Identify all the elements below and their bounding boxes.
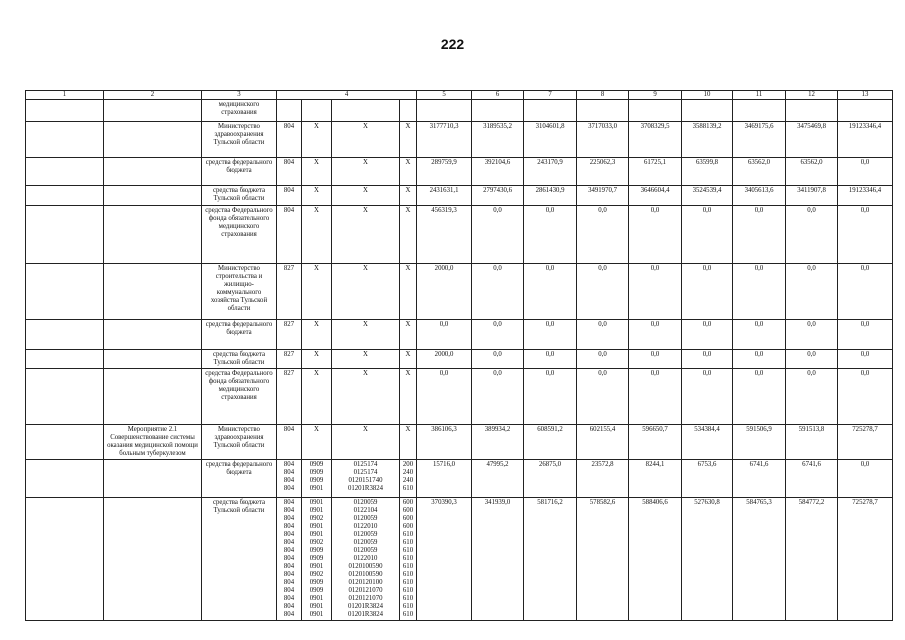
cell-value: 0,0 [524,369,577,425]
cell-value: 3411907,8 [786,186,838,206]
cell-value: 0,0 [838,206,893,264]
header-cell: 2 [104,91,202,100]
cell-value: 26875,0 [524,460,577,498]
cell-code-k3: Х [332,369,400,425]
cell-value: 0,0 [838,158,893,186]
cell-value: 0,0 [629,264,682,320]
cell-code-k2: Х [302,158,332,186]
cell-value: 608591,2 [524,425,577,460]
cell-value: 2000,0 [417,350,472,369]
cell-code-k2: Х [302,264,332,320]
cell-code-k4: Х [400,369,417,425]
cell-value [524,100,577,122]
cell-executor: средства федерального бюджета [202,158,277,186]
cell-value: 0,0 [733,320,786,350]
cell-value: 0,0 [472,350,524,369]
cell-measure [104,186,202,206]
cell-value: 19123346,4 [838,186,893,206]
cell-value: 3646604,4 [629,186,682,206]
cell-value [629,100,682,122]
cell-value: 0,0 [682,320,733,350]
table-header-row [26,91,893,100]
cell-value: 0,0 [629,369,682,425]
cell-value: 3524539,4 [682,186,733,206]
cell-code-k1: 804 [277,158,302,186]
cell-code-k2: Х [302,320,332,350]
cell-value: 6741,6 [786,460,838,498]
cell-code-k2: Х [302,425,332,460]
cell-measure [104,320,202,350]
table-row [26,460,893,498]
cell-value: 0,0 [472,320,524,350]
cell-value: 0,0 [838,460,893,498]
cell-value: 3588139,2 [682,122,733,158]
table-row [26,186,893,206]
cell-value: 243170,9 [524,158,577,186]
cell-value: 0,0 [524,264,577,320]
header-cell: 5 [417,91,472,100]
cell-value: 588406,6 [629,498,682,621]
table-row [26,425,893,460]
header-cell: 10 [682,91,733,100]
cell-code-k3: Х [332,186,400,206]
cell-code-k2 [302,100,332,122]
cell-measure [104,498,202,621]
cell-value: 2000,0 [417,264,472,320]
cell-value: 19123346,4 [838,122,893,158]
cell-value: 6753,6 [682,460,733,498]
cell-value: 0,0 [472,264,524,320]
cell-col1 [26,186,104,206]
cell-code-k1: 804 804 804 804 804 804 804 804 804 804 804 804 804 804 804 [277,498,302,621]
cell-col1 [26,100,104,122]
cell-executor: медицинского страхования [202,100,277,122]
cell-code-k3: Х [332,264,400,320]
cell-code-k1: 827 [277,320,302,350]
cell-value: 0,0 [786,206,838,264]
cell-col1 [26,206,104,264]
cell-measure [104,350,202,369]
cell-col1 [26,460,104,498]
cell-value: 3475469,8 [786,122,838,158]
header-cell: 12 [786,91,838,100]
cell-col1 [26,158,104,186]
cell-value: 0,0 [682,206,733,264]
cell-measure [104,206,202,264]
cell-value [733,100,786,122]
cell-value: 386106,3 [417,425,472,460]
cell-value: 3491970,7 [577,186,629,206]
cell-code-k1 [277,100,302,122]
cell-value: 6741,6 [733,460,786,498]
cell-code-k2: Х [302,369,332,425]
cell-code-k4: Х [400,264,417,320]
cell-value: 584765,3 [733,498,786,621]
cell-col1 [26,122,104,158]
cell-code-k3: Х [332,350,400,369]
cell-measure [104,460,202,498]
table-row [26,122,893,158]
cell-executor: Министерство строительства и жилищно-коммунального хозяйства Тульской области [202,264,277,320]
cell-value: 0,0 [838,350,893,369]
cell-value: 0,0 [577,264,629,320]
cell-col1 [26,498,104,621]
cell-code-k4: Х [400,122,417,158]
cell-measure [104,158,202,186]
header-cell: 8 [577,91,629,100]
cell-value: 0,0 [524,350,577,369]
cell-value: 63599,8 [682,158,733,186]
cell-code-k4: 200 240 240 610 [400,460,417,498]
cell-value: 289759,9 [417,158,472,186]
cell-value: 0,0 [577,369,629,425]
cell-code-k3: 0125174 0125174 0120151740 01201R3824 [332,460,400,498]
cell-value: 0,0 [472,369,524,425]
cell-value: 0,0 [838,320,893,350]
cell-value: 0,0 [577,320,629,350]
cell-value: 63562,0 [786,158,838,186]
cell-code-k3: Х [332,158,400,186]
cell-executor: средства Федерального фонда обязательного медицинского страхования [202,369,277,425]
cell-value: 389934,2 [472,425,524,460]
page-number: 222 [440,36,465,52]
cell-value: 3189535,2 [472,122,524,158]
cell-value [786,100,838,122]
cell-value: 0,0 [786,350,838,369]
cell-value: 15716,0 [417,460,472,498]
cell-code-k1: 804 [277,425,302,460]
cell-value: 3708329,5 [629,122,682,158]
cell-value: 0,0 [786,369,838,425]
cell-value: 61725,1 [629,158,682,186]
cell-measure [104,122,202,158]
cell-value: 3717033,0 [577,122,629,158]
cell-code-k4: Х [400,320,417,350]
cell-value: 591513,8 [786,425,838,460]
table-row [26,350,893,369]
cell-executor: средства бюджета Тульской области [202,498,277,621]
cell-code-k4: Х [400,206,417,264]
table-row [26,264,893,320]
cell-value: 3177710,3 [417,122,472,158]
header-cell: 13 [838,91,893,100]
cell-code-k2: Х [302,350,332,369]
cell-executor: средства бюджета Тульской области [202,186,277,206]
cell-executor: Министерство здравоохранения Тульской области [202,425,277,460]
cell-code-k4 [400,100,417,122]
cell-value: 0,0 [577,350,629,369]
cell-value: 3405613,6 [733,186,786,206]
cell-value: 370390,3 [417,498,472,621]
cell-code-k1: 804 [277,186,302,206]
cell-value: 2861430,9 [524,186,577,206]
table-row [26,206,893,264]
cell-col1 [26,320,104,350]
cell-value: 3469175,6 [733,122,786,158]
cell-value: 0,0 [733,206,786,264]
cell-code-k2: Х [302,122,332,158]
table-row [26,320,893,350]
cell-value: 0,0 [733,264,786,320]
cell-value: 47995,2 [472,460,524,498]
cell-value: 0,0 [682,264,733,320]
cell-value: 0,0 [472,206,524,264]
cell-value: 0,0 [786,264,838,320]
cell-col1 [26,425,104,460]
cell-value: 0,0 [682,369,733,425]
cell-value: 527630,8 [682,498,733,621]
cell-col1 [26,369,104,425]
cell-value: 0,0 [786,320,838,350]
cell-value [577,100,629,122]
table-row [26,158,893,186]
cell-code-k4: 600 600 600 600 610 610 610 610 610 610 610 610 610 610 610 [400,498,417,621]
cell-col1 [26,350,104,369]
cell-executor: средства федерального бюджета [202,320,277,350]
cell-code-k2: Х [302,186,332,206]
cell-code-k3: Х [332,425,400,460]
cell-measure [104,369,202,425]
cell-value: 225062,3 [577,158,629,186]
cell-executor: средства бюджета Тульской области [202,350,277,369]
cell-value: 392104,6 [472,158,524,186]
cell-executor: Министерство здравоохранения Тульской области [202,122,277,158]
cell-code-k3: Х [332,122,400,158]
cell-code-k1: 804 [277,206,302,264]
cell-value: 0,0 [577,206,629,264]
cell-value: 0,0 [417,369,472,425]
cell-code-k3: 0120059 0122104 0120059 0122010 0120059 0120059 0120059 0122010 0120100590 0120100590 0120120100 0120121070 0120121070 01201R3824 01201R3824 [332,498,400,621]
cell-value [472,100,524,122]
cell-code-k1: 827 [277,264,302,320]
table-row [26,498,893,621]
header-cell: 3 [202,91,277,100]
cell-code-k2: 0909 0909 0909 0901 [302,460,332,498]
cell-code-k1: 804 804 804 804 [277,460,302,498]
cell-code-k4: Х [400,425,417,460]
cell-code-k3 [332,100,400,122]
cell-col1 [26,264,104,320]
cell-value: 0,0 [629,350,682,369]
cell-value: 0,0 [838,369,893,425]
cell-value: 0,0 [524,206,577,264]
cell-code-k2: Х [302,206,332,264]
table-row [26,100,893,122]
cell-value: 0,0 [838,264,893,320]
cell-value: 725278,7 [838,498,893,621]
table-row [26,369,893,425]
cell-value: 602155,4 [577,425,629,460]
cell-value: 63562,0 [733,158,786,186]
header-cell: 6 [472,91,524,100]
header-cell: 9 [629,91,682,100]
cell-value: 341939,0 [472,498,524,621]
cell-value [417,100,472,122]
cell-value: 23572,8 [577,460,629,498]
cell-code-k4: Х [400,350,417,369]
cell-value: 2431631,1 [417,186,472,206]
cell-value: 0,0 [417,320,472,350]
cell-code-k3: Х [332,320,400,350]
cell-value: 8244,1 [629,460,682,498]
cell-value: 578582,6 [577,498,629,621]
cell-code-k1: 804 [277,122,302,158]
cell-measure [104,264,202,320]
cell-value: 596650,7 [629,425,682,460]
cell-code-k4: Х [400,158,417,186]
cell-code-k3: Х [332,206,400,264]
header-cell: 4 [277,91,417,100]
cell-value: 456319,3 [417,206,472,264]
cell-value: 0,0 [629,320,682,350]
cell-value: 584772,2 [786,498,838,621]
cell-value [682,100,733,122]
cell-value: 2797430,6 [472,186,524,206]
cell-value: 3104601,8 [524,122,577,158]
header-cell: 7 [524,91,577,100]
cell-value: 0,0 [629,206,682,264]
budget-table [25,90,893,621]
cell-value: 581716,2 [524,498,577,621]
cell-code-k1: 827 [277,369,302,425]
header-cell: 1 [26,91,104,100]
cell-measure: Мероприятие 2.1 Совершенствование системы оказания медицинской помощи больным туберкулезом [104,425,202,460]
cell-value: 0,0 [682,350,733,369]
cell-value: 0,0 [733,369,786,425]
cell-code-k1: 827 [277,350,302,369]
cell-value: 0,0 [524,320,577,350]
cell-measure [104,100,202,122]
cell-value [838,100,893,122]
cell-code-k2: 0901 0901 0902 0901 0901 0902 0909 0909 0901 0902 0909 0909 0901 0901 0901 [302,498,332,621]
header-cell: 11 [733,91,786,100]
cell-value: 725278,7 [838,425,893,460]
cell-executor: средства федерального бюджета [202,460,277,498]
cell-code-k4: Х [400,186,417,206]
cell-value: 0,0 [733,350,786,369]
cell-value: 591506,9 [733,425,786,460]
cell-executor: средства Федерального фонда обязательного медицинского страхования [202,206,277,264]
cell-value: 534384,4 [682,425,733,460]
